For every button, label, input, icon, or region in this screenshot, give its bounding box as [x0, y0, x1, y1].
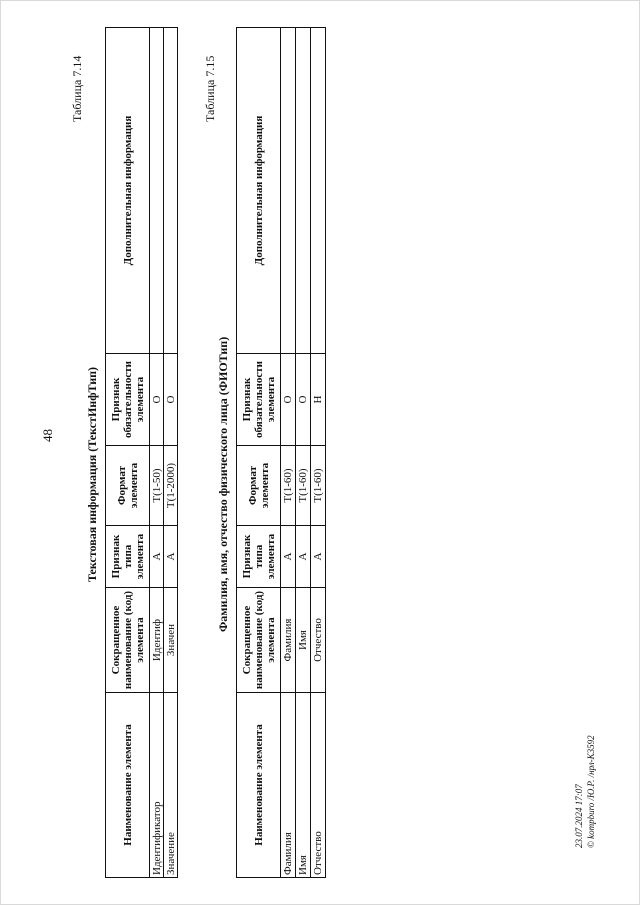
cell-name: Идентификатор [150, 693, 164, 878]
column-header: Сокращенное наименование (код) элемента [237, 588, 281, 693]
table-title: Фамилия, имя, отчество физического лица (ФИОТип) [216, 336, 230, 632]
table-row [311, 28, 326, 878]
cell-type: А [281, 526, 296, 588]
column-header: Признак обязательности элемента [237, 354, 281, 446]
cell-required: О [296, 354, 311, 446]
cell-name: Значение [164, 693, 178, 878]
cell-required: О [150, 354, 164, 446]
cell-info [150, 28, 164, 354]
column-header: Дополнительная информация [106, 28, 150, 354]
column-header: Признак обязательности элемента [106, 354, 150, 446]
cell-type: А [296, 526, 311, 588]
table-row [164, 28, 178, 878]
cell-code: Значен [164, 588, 178, 693]
table-number: Таблица 7.14 [70, 55, 84, 122]
cell-info [296, 28, 311, 354]
stamp-date: 23.07.2024 17:07 [574, 784, 584, 848]
cell-info [311, 28, 326, 354]
cell-format: Т(1-2000) [164, 446, 178, 526]
column-header: Признак типа элемента [237, 526, 281, 588]
column-header: Формат элемента [106, 446, 150, 526]
column-header: Наименование элемента [106, 693, 150, 878]
table-row [150, 28, 164, 878]
cell-required: Н [311, 354, 326, 446]
column-header: Формат элемента [237, 446, 281, 526]
cell-required: О [281, 354, 296, 446]
cell-format: Т(1-60) [311, 446, 326, 526]
cell-code: Идентиф [150, 588, 164, 693]
table-row [281, 28, 296, 878]
cell-type: А [311, 526, 326, 588]
cell-info [164, 28, 178, 354]
cell-code: Имя [296, 588, 311, 693]
table-title: Текстовая информация (ТекстИнфТип) [85, 366, 99, 582]
stamp-signature: © kompburo /Ю.Р. /нрл-К3592 [586, 735, 596, 848]
column-header: Дополнительная информация [237, 28, 281, 354]
cell-format: Т(1-60) [296, 446, 311, 526]
column-header: Признак типа элемента [106, 526, 150, 588]
data-table-7-14 [105, 27, 178, 878]
cell-code: Фамилия [281, 588, 296, 693]
cell-format: Т(1-50) [150, 446, 164, 526]
cell-name: Отчество [311, 693, 326, 878]
column-header: Наименование элемента [237, 693, 281, 878]
cell-name: Имя [296, 693, 311, 878]
cell-code: Отчество [311, 588, 326, 693]
cell-name: Фамилия [281, 693, 296, 878]
cell-type: А [150, 526, 164, 588]
cell-type: А [164, 526, 178, 588]
page-number: 48 [40, 429, 55, 442]
table-number: Таблица 7.15 [203, 55, 217, 122]
data-table-7-15 [236, 27, 326, 878]
cell-format: Т(1-60) [281, 446, 296, 526]
cell-required: О [164, 354, 178, 446]
cell-info [281, 28, 296, 354]
table-row [296, 28, 311, 878]
column-header: Сокращенное наименование (код) элемента [106, 588, 150, 693]
